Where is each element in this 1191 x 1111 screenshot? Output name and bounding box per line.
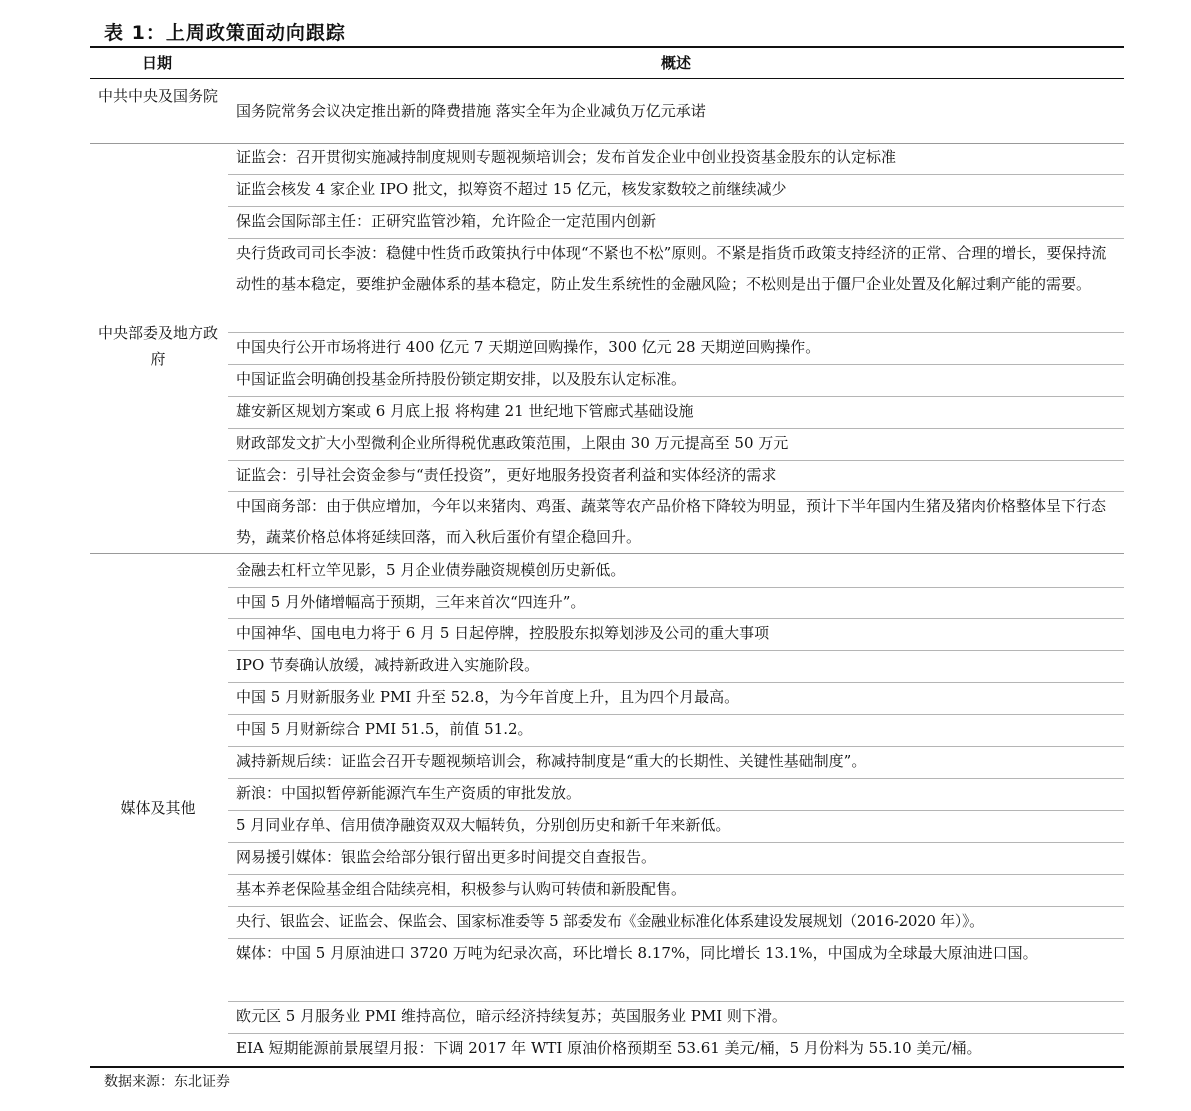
table-row: 金融去杠杆立竿见影，5 月企业债券融资规模创历史新低。 [236, 561, 626, 579]
table-row: 证监会：召开贯彻实施减持制度规则专题视频培训会；发布首发企业中创业投资基金股东的认定标准 [236, 148, 897, 166]
table-row: 中国证监会明确创投基金所持股份锁定期安排，以及股东认定标准。 [236, 370, 687, 388]
table-row: EIA 短期能源前景展望月报：下调 2017 年 WTI 原油价格预期至 53.61 美元/桶，5 月份料为 55.10 美元/桶。 [236, 1039, 982, 1057]
table-row: IPO 节奏确认放缓，减持新政进入实施阶段。 [236, 656, 540, 674]
table-row: 证监会：引导社会资金参与“责任投资”，更好地服务投资者利益和实体经济的需求 [236, 466, 777, 484]
group-label-state-council: 中共中央及国务院 [97, 87, 218, 105]
table-row: 央行货政司司长李波：稳健中性货币政策执行中体现“不紧也不松”原则。不紧是指货币政策支持经济的正常、合理的增长，要保持流动性的基本稳定，要维护金融体系的基本稳定，防止发生系统性的金融风险；不松则是出于僵尸企业处置及化解过剩产能的需要。 [236, 244, 1107, 293]
table-row: 欧元区 5 月服务业 PMI 维持高位，暗示经济持续复苏；英国服务业 PMI 则下滑。 [236, 1007, 787, 1025]
data-source-note: 数据来源：东北证券 [104, 1074, 230, 1090]
table-bottom-rule [90, 1066, 1124, 1068]
table-row: 保监会国际部主任：正研究监管沙箱，允许险企一定范围内创新 [236, 212, 657, 230]
table-row: 基本养老保险基金组合陆续亮相，积极参与认购可转债和新股配售。 [236, 880, 687, 898]
table-title: 表 1：上周政策面动向跟踪 [104, 22, 346, 44]
column-header-summary: 概述 [660, 54, 691, 72]
table-row: 新浪：中国拟暂停新能源汽车生产资质的审批发放。 [236, 784, 582, 802]
table-row: 媒体：中国 5 月原油进口 3720 万吨为纪录次高，环比增长 8.17%，同比增长 13.1%，中国成为全球最大原油进口国。 [236, 944, 1038, 962]
group-label-ministries: 中央部委及地方政府 [97, 324, 218, 368]
table-row: 财政部发文扩大小型微利企业所得税优惠政策范围，上限由 30 万元提高至 50 万元 [236, 434, 789, 452]
table-row: 国务院常务会议决定推出新的降费措施 落实全年为企业减负万亿元承诺 [236, 102, 706, 120]
table-row: 中国神华、国电电力将于 6 月 5 日起停牌，控股股东拟筹划涉及公司的重大事项 [236, 624, 770, 642]
group-label-media: 媒体及其他 [120, 799, 196, 817]
table-row: 5 月同业存单、信用债净融资双双大幅转负，分别创历史和新千年来新低。 [236, 816, 731, 834]
table-row: 中国商务部：由于供应增加，今年以来猪肉、鸡蛋、蔬菜等农产品价格下降较为明显，预计下半年国内生猪及猪肉价格整体呈下行态势，蔬菜价格总体将延续回落，而入秋后蛋价有望企稳回升。 [236, 497, 1107, 546]
table-row: 减持新规后续：证监会召开专题视频培训会，称减持制度是“重大的长期性、关键性基础制度”。 [236, 752, 867, 770]
table-row: 中国 5 月财新综合 PMI 51.5，前值 51.2。 [236, 720, 533, 738]
table-row: 中国 5 月财新服务业 PMI 升至 52.8，为今年首度上升，且为四个月最高。 [236, 688, 740, 706]
table-row: 中国 5 月外储增幅高于预期，三年来首次“四连升”。 [236, 593, 586, 611]
table-row: 证监会核发 4 家企业 IPO 批文，拟筹资不超过 15 亿元，核发家数较之前继续减少 [236, 180, 787, 198]
group-separator [90, 553, 1124, 554]
table-row: 雄安新区规划方案或 6 月底上报 将构建 21 世纪地下管廊式基础设施 [236, 402, 694, 420]
table-top-rule [90, 46, 1124, 48]
header-rule [90, 78, 1124, 79]
column-header-date: 日期 [141, 54, 172, 72]
table-row: 中国央行公开市场将进行 400 亿元 7 天期逆回购操作，300 亿元 28 天期逆回购操作。 [236, 338, 821, 356]
table-row: 网易援引媒体：银监会给部分银行留出更多时间提交自查报告。 [236, 848, 657, 866]
table-row: 央行、银监会、证监会、保监会、国家标准委等 5 部委发布《金融业标准化体系建设发展规划（2016-2020 年）》。 [236, 912, 984, 930]
